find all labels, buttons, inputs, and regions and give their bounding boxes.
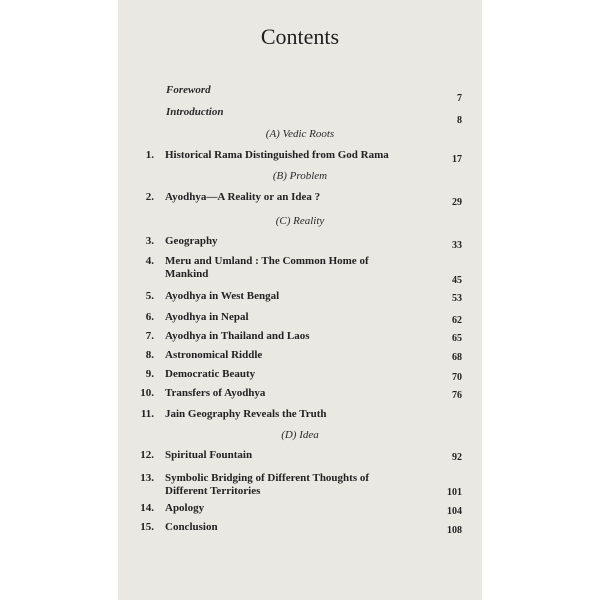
chapter-number: 8. [145, 349, 154, 361]
chapter-title: Transfers of Ayodhya [165, 387, 266, 399]
chapter-number: 2. [145, 191, 154, 203]
chapter-title: Apology [165, 502, 205, 514]
chapter-page: 108 [447, 525, 462, 536]
chapter-title: Ayodhya in Nepal [165, 311, 249, 323]
chapter-title: Historical Rama Distinguished from God Rama [165, 149, 389, 161]
chapter-number: 1. [145, 149, 154, 161]
chapter-number: 10. [140, 387, 154, 399]
chapter-title: Ayodhya—A Reality or an Idea ? [165, 191, 321, 203]
chapter-title: Geography [165, 235, 218, 247]
chapter-title: Symbolic Bridging of Different Thoughts of Different Territories [165, 472, 370, 497]
toc-introduction-page: 8 [457, 115, 462, 126]
page-title: Contents [260, 24, 340, 49]
chapter-title: Meru and Umland : The Common Home of Mankind [165, 255, 369, 280]
section-heading: (B) Problem [272, 170, 328, 182]
chapter-number: 12. [140, 449, 154, 461]
chapter-page: 68 [452, 352, 462, 363]
toc-introduction: Introduction [166, 106, 224, 118]
chapter-title: Democratic Beauty [165, 368, 256, 380]
chapter-number: 11. [140, 408, 154, 420]
chapter-page: 17 [452, 154, 462, 165]
chapter-page: 53 [452, 293, 462, 304]
chapter-page: 62 [452, 315, 462, 326]
chapter-page: 76 [452, 390, 462, 401]
chapter-page: 45 [452, 275, 462, 286]
chapter-number: 4. [145, 255, 154, 267]
chapter-page: 70 [452, 372, 462, 383]
chapter-page: 65 [452, 333, 462, 344]
chapter-number: 14. [140, 502, 154, 514]
chapter-number: 15. [140, 521, 154, 533]
chapter-title: Ayodhya in Thailand and Laos [165, 330, 310, 342]
chapter-page: 92 [452, 452, 462, 463]
chapter-number: 7. [145, 330, 154, 342]
chapter-title: Spiritual Fountain [165, 449, 253, 461]
chapter-title: Astronomical Riddle [165, 349, 263, 361]
chapter-number: 9. [145, 368, 154, 380]
chapter-number: 13. [140, 472, 154, 484]
section-heading: (C) Reality [275, 215, 325, 227]
chapter-number: 5. [145, 290, 154, 302]
chapter-number: 6. [145, 311, 154, 323]
chapter-title: Ayodhya in West Bengal [165, 290, 280, 302]
chapter-title: Jain Geography Reveals the Truth [165, 408, 327, 420]
toc-foreword-page: 7 [457, 93, 462, 104]
chapter-page: 104 [447, 506, 462, 517]
section-heading: (A) Vedic Roots [265, 128, 335, 140]
chapter-page: 101 [447, 487, 462, 498]
chapter-page: 29 [452, 197, 462, 208]
section-heading: (D) Idea [281, 429, 319, 441]
toc-foreword: Foreword [166, 84, 211, 96]
chapter-page: 33 [452, 240, 462, 251]
chapter-title: Conclusion [165, 521, 218, 533]
chapter-number: 3. [145, 235, 154, 247]
